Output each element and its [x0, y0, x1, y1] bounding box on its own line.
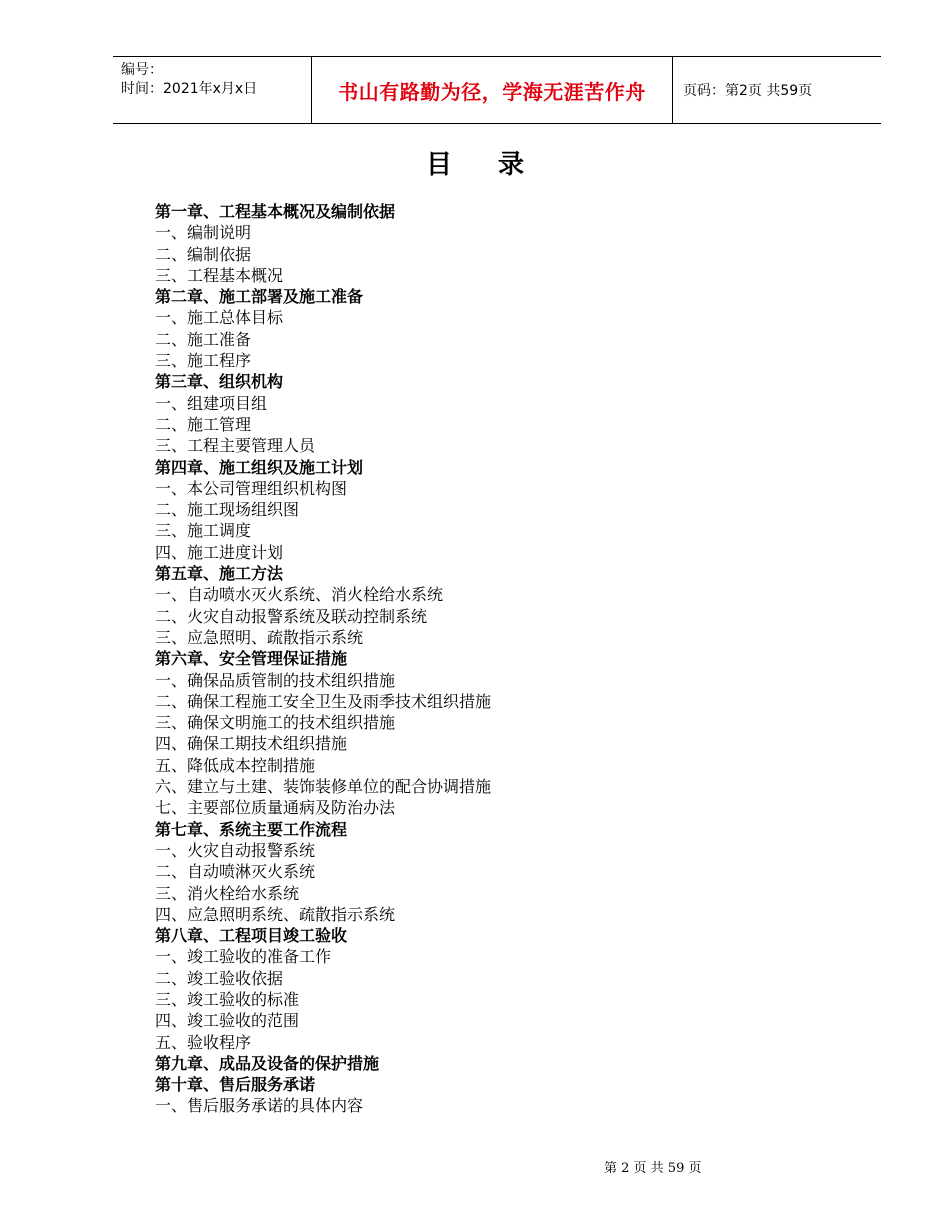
toc-section-item: 四、确保工期技术组织措施	[155, 734, 348, 754]
toc-section-item: 一、竣工验收的准备工作	[155, 947, 332, 967]
page-header	[113, 56, 881, 124]
toc-section-item: 一、售后服务承诺的具体内容	[155, 1096, 364, 1116]
toc-chapter-heading: 第六章、安全管理保证措施	[155, 649, 348, 669]
toc-chapter-heading: 第二章、施工部署及施工准备	[155, 287, 364, 307]
toc-section-item: 七、主要部位质量通病及防治办法	[155, 798, 396, 818]
toc-section-item: 二、自动喷淋灭火系统	[155, 862, 316, 882]
header-page-info: 页码：第2页 共59页	[683, 83, 813, 99]
toc-section-item: 三、工程主要管理人员	[155, 436, 316, 456]
toc-chapter-heading: 第一章、工程基本概况及编制依据	[155, 202, 396, 221]
toc-section-item: 一、编制说明	[155, 223, 252, 243]
toc-section-item: 五、验收程序	[155, 1032, 252, 1052]
toc-chapter-heading: 第七章、系统主要工作流程	[155, 819, 348, 839]
table-of-contents	[155, 201, 795, 1117]
toc-section-item: 一、火灾自动报警系统	[155, 840, 316, 860]
toc-section-item: 六、建立与土建、装饰装修单位的配合协调措施	[155, 777, 492, 797]
toc-section-item: 一、本公司管理组织机构图	[155, 478, 348, 498]
toc-section-item: 三、消火栓给水系统	[155, 883, 300, 903]
toc-section-item: 二、施工现场组织图	[155, 500, 300, 520]
toc-section-item: 二、确保工程施工安全卫生及雨季技术组织措施	[155, 691, 492, 711]
header-meta	[113, 57, 311, 123]
page-title: 目录	[425, 150, 570, 180]
toc-section-item: 一、自动喷水灭火系统、消火栓给水系统	[155, 585, 444, 605]
page-footer: 第 2 页 共 59 页	[604, 1161, 702, 1176]
toc-section-item: 一、组建项目组	[155, 393, 268, 413]
toc-section-item: 四、竣工验收的范围	[155, 1011, 300, 1031]
toc-chapter-heading: 第三章、组织机构	[155, 372, 284, 392]
toc-chapter-heading: 第四章、施工组织及施工计划	[155, 457, 364, 477]
toc-section-item: 三、工程基本概况	[155, 265, 284, 285]
toc-chapter-heading: 第十章、售后服务承诺	[155, 1075, 316, 1095]
toc-section-item: 二、竣工验收依据	[155, 968, 284, 988]
document-number-label: 编号：	[121, 62, 163, 78]
toc-section-item: 一、确保品质管制的技术组织措施	[155, 670, 396, 690]
toc-chapter-heading: 第五章、施工方法	[155, 564, 284, 584]
toc-section-item: 二、编制依据	[155, 244, 252, 264]
toc-chapter-heading: 第八章、工程项目竣工验收	[155, 926, 348, 946]
toc-section-item: 三、施工调度	[155, 521, 252, 541]
header-motto: 书山有路勤为径，学海无涯苦作舟	[311, 57, 673, 123]
toc-section-item: 三、施工程序	[155, 351, 252, 371]
toc-section-item: 四、施工进度计划	[155, 542, 284, 562]
toc-chapter-heading: 第九章、成品及设备的保护措施	[155, 1053, 380, 1073]
toc-section-item: 五、降低成本控制措施	[155, 755, 316, 775]
toc-section-item: 二、火灾自动报警系统及联动控制系统	[155, 606, 428, 626]
toc-section-item: 四、应急照明系统、疏散指示系统	[155, 904, 396, 924]
toc-section-item: 三、确保文明施工的技术组织措施	[155, 713, 396, 733]
toc-section-item: 三、竣工验收的标准	[155, 989, 300, 1009]
toc-section-item: 三、应急照明、疏散指示系统	[155, 627, 364, 647]
toc-section-item: 一、施工总体目标	[155, 308, 284, 328]
toc-section-item: 二、施工管理	[155, 414, 252, 434]
toc-section-item: 二、施工准备	[155, 329, 252, 349]
document-time-label: 时间：2021年x月x日	[121, 81, 258, 97]
